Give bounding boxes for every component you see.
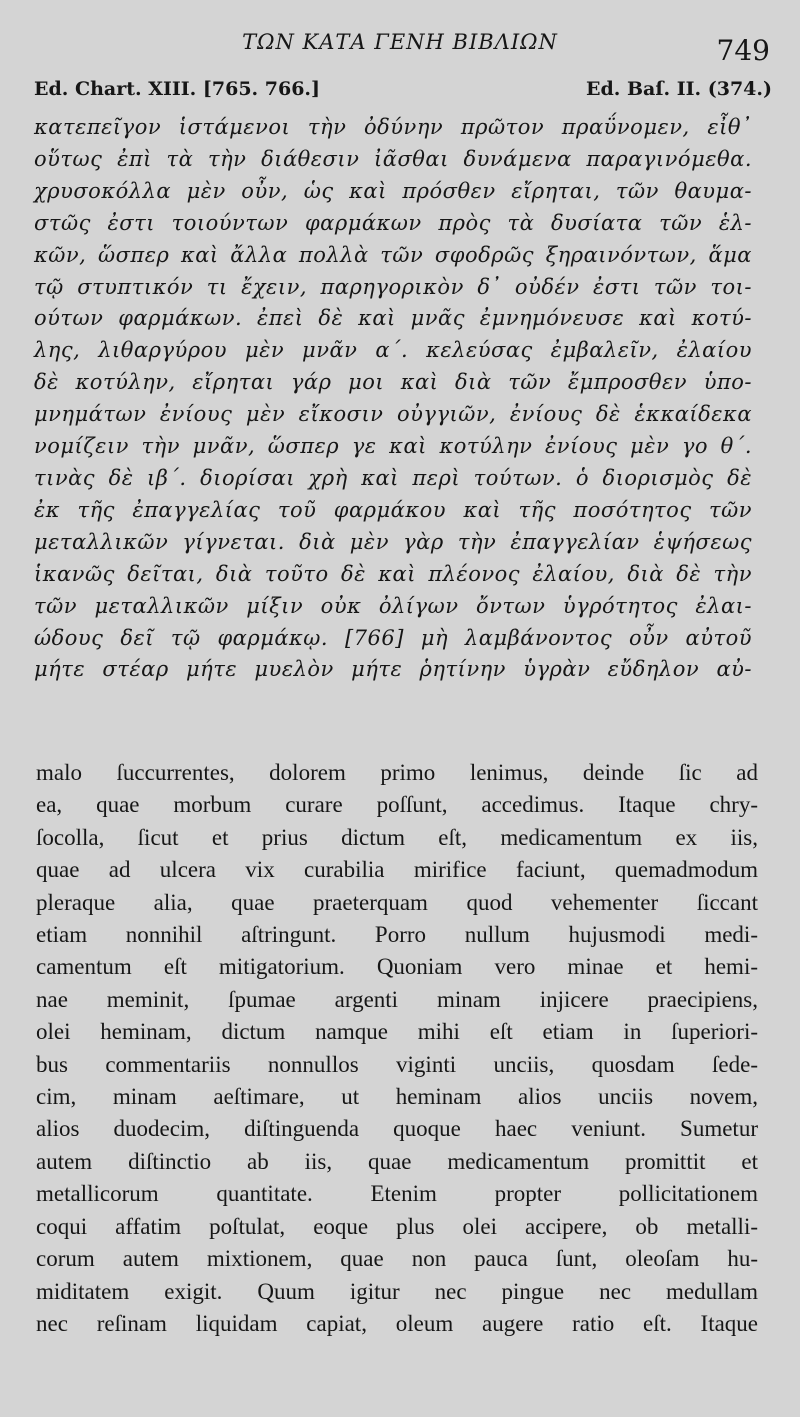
greek-line: μήτε στέαρ μήτε μυελὸν μήτε ῥητίνην ὑγρὰν εὔδηλον αὐ- <box>34 657 752 682</box>
running-title: ΤΩΝ ΚΑΤΑ ΓΕΝΗ ΒΙΒΛΙΩΝ <box>242 30 558 54</box>
greek-line: τῶν μεταλλικῶν μίξιν οὐκ ὀλίγων ὄντων ὑγρότητος ἐλαι- <box>34 593 752 618</box>
latin-line: cim, minam aeſtimare, ut heminam alios unciis novem, <box>36 1084 758 1110</box>
greek-text-block <box>34 112 752 686</box>
latin-line: ea, quae morbum curare poſſunt, accedimus. Itaque chry- <box>36 792 758 818</box>
latin-line: nec reſinam liquidam capiat, oleum augere ratio eſt. Itaque <box>36 1310 758 1336</box>
greek-line: κῶν, ὥσπερ καὶ ἄλλα πολλὰ τῶν σφοδρῶς ξηραινόντων, ἅμα <box>34 242 752 267</box>
latin-line: malo ſuccurrentes, dolorem primo lenimus, deinde ſic ad <box>36 760 758 785</box>
greek-line: ώδους δεῖ τῷ φαρμάκῳ. [766] μὴ λαμβάνοντος οὖν αὐτοῦ <box>34 625 752 650</box>
edition-chartier-reference: Ed. Chart. XIII. [765. 766.] <box>34 78 321 100</box>
latin-line: etiam nonnihil aſtringunt. Porro nullum hujusmodi medi- <box>36 922 758 948</box>
greek-line: κατεπεῖγον ἱστάμενοι τὴν ὀδύνην πρῶτον πραΰνομεν, εἶθ᾽ <box>34 115 752 139</box>
greek-line: μνημάτων ἐνίους μὲν εἴκοσιν οὐγγιῶν, ἐνίους δὲ ἑκκαίδεκα <box>34 402 752 427</box>
latin-line: coqui affatim poſtulat, eoque plus olei accipere, ob metalli- <box>36 1213 758 1239</box>
greek-line: ἱκανῶς δεῖται, διὰ τοῦτο δὲ καὶ πλέονος ἐλαίου, διὰ δὲ τὴν <box>34 561 752 586</box>
greek-line: λης, λιθαργύρου μὲν μνᾶν α´. κελεύσας ἐμβαλεῖν, ἐλαίου <box>34 338 752 363</box>
latin-line: quae ad ulcera vix curabilia mirifice faciunt, quemadmodum <box>36 857 758 883</box>
greek-line: νομίζειν τὴν μνᾶν, ὥσπερ γε καὶ κοτύλην ἐνίους μὲν γο θ´. <box>34 434 752 459</box>
greek-line: οὕτως ἐπὶ τὰ τὴν διάθεσιν ἰᾶσθαι δυνάμενα παραγινόμεθα. <box>34 146 752 171</box>
greek-line: τινὰς δὲ ιβ´. διορίσαι χρὴ καὶ περὶ τούτων. ὁ διορισμὸς δὲ <box>34 465 752 490</box>
greek-line: τῷ στυπτικόν τι ἔχειν, παρηγορικὸν δ᾽ οὐδέν ἐστι τῶν τοι- <box>34 274 752 299</box>
greek-line: δὲ κοτύλην, εἴρηται γάρ μοι καὶ διὰ τῶν ἔμπροσθεν ὑπο- <box>34 370 752 395</box>
latin-line: metallicorum quantitate. Etenim propter pollicitationem <box>36 1181 758 1207</box>
greek-line: ἐκ τῆς ἐπαγγελίας τοῦ φαρμάκου καὶ τῆς ποσότητος τῶν <box>34 497 752 522</box>
latin-text-block <box>36 757 758 1340</box>
greek-line: μεταλλικῶν γίγνεται. διὰ μὲν γὰρ τὴν ἐπαγγελίαν ἑψήσεως <box>34 529 752 554</box>
latin-line: alios duodecim, diſtinguenda quoque haec veniunt. Sumetur <box>36 1116 758 1142</box>
page-number: 749 <box>716 34 770 67</box>
latin-line: nae meminit, ſpumae argenti minam injicere praecipiens, <box>36 986 758 1012</box>
latin-line: corum autem mixtionem, quae non pauca ſunt, oleoſam hu- <box>36 1246 758 1272</box>
latin-line: miditatem exigit. Quum igitur nec pingue nec medullam <box>36 1278 758 1304</box>
latin-line: camentum eſt mitigatorium. Quoniam vero minae et hemi- <box>36 954 758 980</box>
latin-line: autem diſtinctio ab iis, quae medicamentum promittit et <box>36 1148 758 1174</box>
edition-basel-reference: Ed. Baſ. II. (374.) <box>585 78 772 100</box>
greek-line: στῶς ἐστι τοιούντων φαρμάκων πρὸς τὰ δυσίατα τῶν ἑλ- <box>34 210 752 235</box>
greek-line: ούτων φαρμάκων. ἐπεὶ δὲ καὶ μνᾶς ἐμνημόνευσε καὶ κοτύ- <box>34 306 752 331</box>
greek-line: χρυσοκόλλα μὲν οὖν, ὡς καὶ πρόσθεν εἴρηται, τῶν θαυμα- <box>34 178 752 203</box>
latin-line: ſocolla, ſicut et prius dictum eſt, medicamentum ex iis, <box>36 824 758 850</box>
latin-line: bus commentariis nonnullos viginti unciis, quosdam ſede- <box>36 1051 758 1077</box>
latin-line: olei heminam, dictum namque mihi eſt etiam in ſuperiori- <box>36 1019 758 1045</box>
latin-line: pleraque alia, quae praeterquam quod vehementer ſiccant <box>36 889 758 915</box>
